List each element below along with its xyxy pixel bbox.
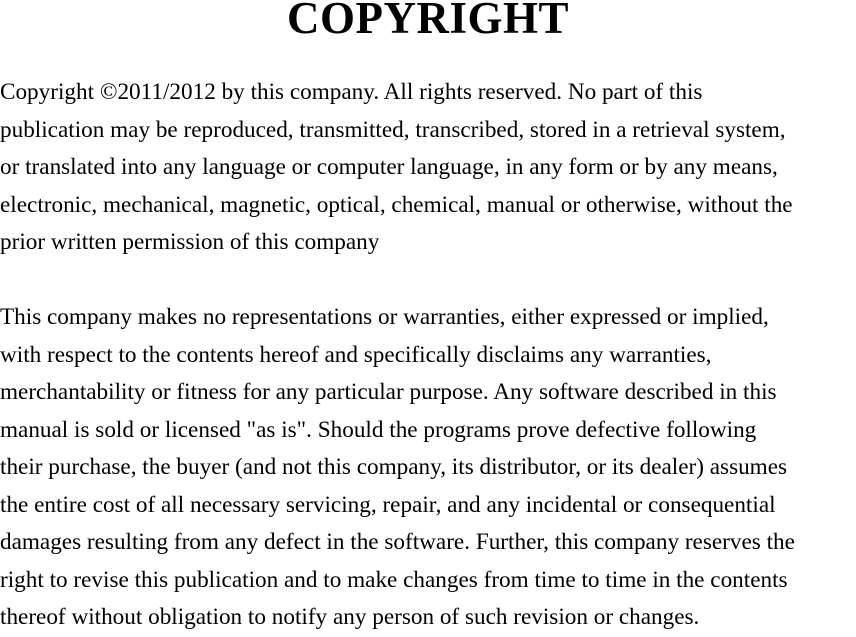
paragraph-line: with respect to the contents hereof and specifically disclaims any warranties, — [0, 341, 712, 368]
paragraph-line: This company makes no representations or warranties, either expressed or implied, — [0, 304, 769, 330]
paragraph-line: right to revise this publication and to make changes from time to time in the contents — [0, 566, 788, 593]
copyright-paragraph — [0, 74, 856, 262]
paragraph-line: their purchase, the buyer (and not this company, its distributor, or its dealer) assumes — [0, 454, 788, 480]
paragraph-line: damages resulting from any defect in the software. Further, this company reserves the — [0, 529, 795, 555]
paragraph-line: prior written permission of this company — [0, 229, 380, 255]
paragraph-line: or translated into any language or computer language, in any form or by any means, — [0, 154, 778, 180]
paragraph-line: electronic, mechanical, magnetic, optical, chemical, manual or otherwise, without the — [0, 191, 793, 218]
paragraph-line: merchantability or fitness for any particular purpose. Any software described in this — [0, 379, 777, 405]
paragraph-line: manual is sold or licensed "as is". Should the programs prove defective following — [0, 416, 757, 443]
page-title: COPYRIGHT — [286, 0, 569, 43]
paragraph-line: publication may be reproduced, transmitted, transcribed, stored in a retrieval system, — [0, 116, 786, 143]
paragraph-line: Copyright ©2011/2012 by this company. All rights reserved. No part of this — [0, 79, 703, 105]
paragraph-line: the entire cost of all necessary servicing, repair, and any incidental or consequential — [0, 491, 776, 518]
paragraph-line: thereof without obligation to notify any person of such revision or changes. — [0, 604, 700, 630]
disclaimer-paragraph — [0, 299, 856, 637]
